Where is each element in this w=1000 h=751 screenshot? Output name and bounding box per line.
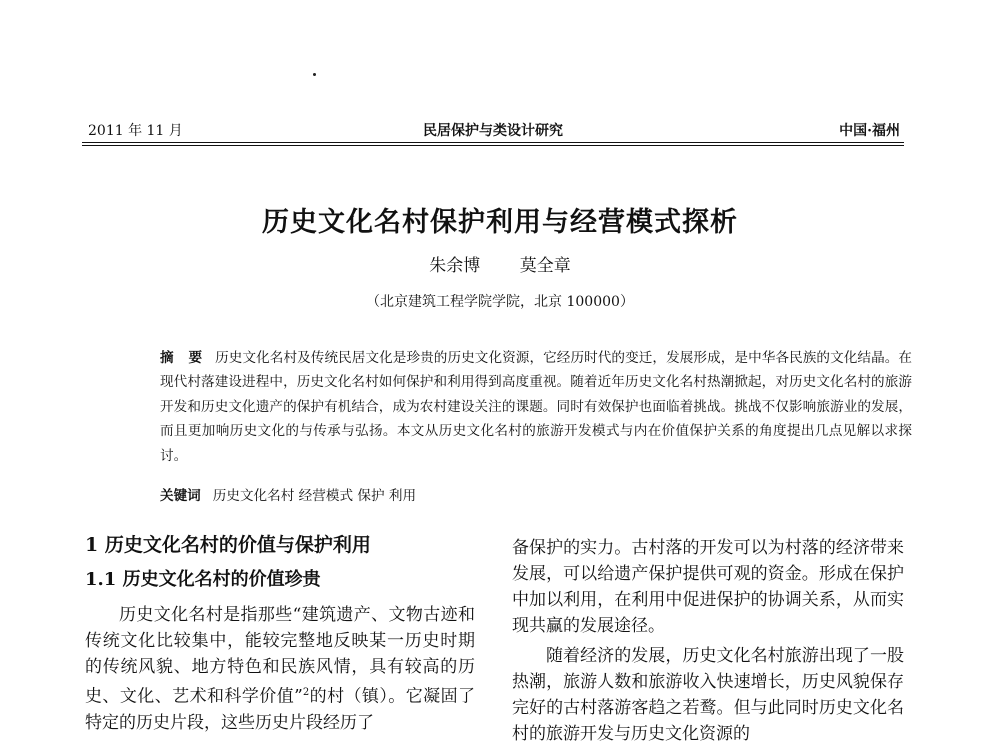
left-paragraph-text: 历史文化名村是指那些“建筑遗产、文物古迹和传统文化比较集中，能较完整地反映某一历史时期的传统风貌、地方特色和民族风情，具有较高的历史、文化、艺术和科学价值”: [85, 605, 475, 707]
header-rule-thin: [82, 145, 904, 146]
left-column: [85, 528, 475, 736]
right-paragraph-2: 随着经济的发展，历史文化名村旅游出现了一股热潮，旅游人数和旅游收入快速增长，历史风貌保存完好的古村落游客趋之若鹜。但与此同时历史文化名村的旅游开发与历史文化资源的: [512, 646, 904, 744]
article-title: 历史文化名村保护利用与经营模式探析: [262, 207, 738, 238]
affiliation: （北京建筑工程学院学院，北京 100000）: [366, 294, 634, 310]
left-paragraph: [85, 602, 475, 736]
author-list: [0, 251, 1000, 276]
running-header: [82, 118, 904, 142]
author-2: 莫全章: [519, 256, 571, 276]
abstract: [160, 346, 912, 468]
right-paragraph-1: 备保护的实力。古村落的开发可以为村落的经济带来发展，可以给遗产保护提供可观的资金。形成在保护中加以利用，在利用中促进保护的协调关系，从而实现共赢的发展途径。: [512, 538, 904, 636]
header-location: 中国·福州: [839, 123, 900, 139]
header-date: 2011 年 11 月: [88, 123, 183, 139]
footnote-ref: 2: [302, 687, 310, 698]
keywords-text: 历史文化名村 经营模式 保护 利用: [212, 488, 417, 504]
keywords-label: 关键词: [160, 488, 201, 504]
section-1-1-heading: 1.1 历史文化名村的价值珍贵: [85, 569, 321, 590]
header-journal: 民居保护与类设计研究: [423, 123, 563, 139]
abstract-label: 摘 要: [160, 350, 208, 366]
keywords: [160, 484, 912, 504]
author-1: 朱余博: [429, 256, 481, 276]
header-rule-thick: [82, 142, 904, 143]
left-paragraph-cont: 的村（镇）。它凝固了特定的历史片段，这些历史片段经历了: [85, 686, 476, 733]
scan-speck: [313, 73, 316, 76]
right-column: [512, 535, 904, 747]
section-1-heading: 1 历史文化名村的价值与保护利用: [85, 534, 371, 556]
abstract-text: 历史文化名村及传统民居文化是珍贵的历史文化资源，它经历时代的变迁，发展形成，是中华各民族的文化结晶。在现代村落建设进程中，历史文化名村如何保护和利用得到高度重视。随着近年历史文化名村热潮掀起，对历史文化名村的旅游开发和历史文化遗产的保护有机结合，成为农村建设关注的课题。同时有效保护也面临着挑战。挑战不仅影响旅游业的发展，而且更加响历史文化的与传承与弘扬。本文从历史文化名村的旅游开发模式与内在价值保护关系的角度提出几点见解以求探讨。: [160, 350, 912, 464]
